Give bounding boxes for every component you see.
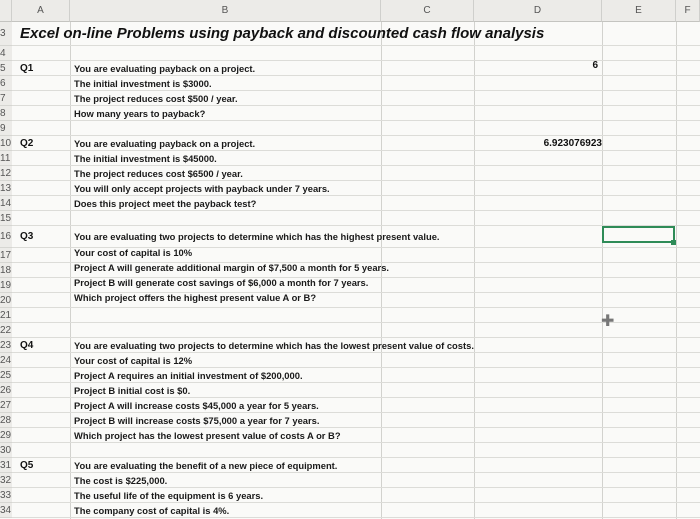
row-header[interactable]: 25	[0, 370, 12, 381]
q5-line-2: The cost is $225,000.	[74, 475, 168, 486]
row-header[interactable]: 6	[0, 76, 12, 91]
row-header[interactable]: 28	[0, 415, 12, 426]
q4-line-7: Which project has the lowest present value of costs A or B?	[74, 430, 341, 441]
row-header[interactable]: 11	[0, 153, 11, 164]
row-header[interactable]: 8	[0, 106, 12, 121]
q2-label: Q2	[20, 138, 34, 149]
row-header[interactable]: 34	[0, 505, 12, 516]
table-row	[12, 121, 700, 136]
q4-line-5: Project A will increase costs $45,000 a year for 5 years.	[74, 400, 319, 411]
row-header[interactable]: 4	[0, 46, 12, 61]
row-header[interactable]: 9	[0, 121, 12, 136]
q2-line-1: You are evaluating payback on a project.	[74, 138, 256, 149]
q1-answer-cell[interactable]: 6	[592, 60, 598, 71]
table-row	[12, 443, 700, 458]
row-header[interactable]: 5	[0, 61, 12, 76]
row-header[interactable]: 31	[0, 460, 12, 471]
q4-line-1: You are evaluating two projects to determine which has the lowest present value of costs.	[74, 340, 474, 351]
q5-line-1: You are evaluating the benefit of a new piece of equipment.	[74, 460, 338, 471]
q1-line-4: How many years to payback?	[74, 108, 206, 119]
row-header[interactable]: 27	[0, 400, 12, 411]
row-header[interactable]: 15	[0, 213, 12, 224]
row-header[interactable]: 30	[0, 445, 12, 456]
row-header[interactable]: 7	[0, 91, 12, 106]
row-header[interactable]: 10	[0, 138, 12, 149]
q1-line-2: The initial investment is $3000.	[74, 78, 212, 89]
q2-line-2: The initial investment is $45000.	[74, 153, 217, 164]
q4-label: Q4	[20, 340, 34, 351]
q2-line-3: The project reduces cost $6500 / year.	[74, 168, 243, 179]
q3-label: Q3	[20, 231, 34, 242]
q4-line-2: Your cost of capital is 12%	[74, 355, 193, 366]
q4-line-4: Project B initial cost is $0.	[74, 385, 191, 396]
row-header[interactable]: 16	[0, 226, 12, 248]
q4-line-3: Project A requires an initial investment of $200,000.	[74, 370, 303, 381]
row-header[interactable]: 23	[0, 340, 12, 351]
row-header[interactable]: 32	[0, 475, 12, 486]
row-header[interactable]: 17	[0, 250, 12, 261]
column-header-a[interactable]: A	[12, 0, 70, 22]
row-header[interactable]: 20	[0, 295, 12, 306]
row-header[interactable]: 29	[0, 430, 12, 441]
q5-label: Q5	[20, 460, 34, 471]
q3-line-1: You are evaluating two projects to determine which has the highest present value.	[74, 231, 440, 242]
column-header-b[interactable]: B	[70, 0, 381, 22]
q3-line-2: Your cost of capital is 10%	[74, 247, 193, 258]
q5-line-4: The company cost of capital is 4%.	[74, 505, 230, 516]
table-row	[12, 308, 700, 323]
selected-cell[interactable]	[602, 226, 675, 243]
q3-line-4: Project B will generate cost savings of $6,000 a month for 7 years.	[74, 277, 369, 288]
q2-line-5: Does this project meet the payback test?	[74, 198, 257, 209]
row-header[interactable]: 12	[0, 168, 12, 179]
cell-cursor-icon: ✚	[601, 313, 615, 330]
row-header[interactable]: 19	[0, 280, 12, 291]
column-header-c[interactable]: C	[381, 0, 474, 22]
column-header-d[interactable]: D	[474, 0, 602, 22]
table-row	[12, 211, 700, 226]
q5-line-3: The useful life of the equipment is 6 years.	[74, 490, 264, 501]
q1-label: Q1	[20, 63, 34, 74]
row-header[interactable]: 22	[0, 325, 12, 336]
column-header-e[interactable]: E	[602, 0, 676, 22]
sheet-title: Excel on-line Problems using payback and discounted cash flow analysis	[20, 25, 545, 42]
q1-line-1: You are evaluating payback on a project.	[74, 63, 256, 74]
column-header-f[interactable]: F	[676, 0, 700, 22]
row-header[interactable]: 21	[0, 310, 12, 321]
row-header[interactable]: 3	[0, 22, 12, 46]
q2-answer-cell[interactable]: 6.923076923	[543, 138, 602, 149]
row-header[interactable]: 18	[0, 265, 12, 276]
q2-line-4: You will only accept projects with payback under 7 years.	[74, 183, 330, 194]
row-header[interactable]: 26	[0, 385, 12, 396]
row-header[interactable]: 13	[0, 183, 12, 194]
q3-line-5: Which project offers the highest present value A or B?	[74, 292, 317, 303]
q3-line-3: Project A will generate additional margin of $7,500 a month for 5 years.	[74, 262, 390, 273]
row-header[interactable]: 14	[0, 198, 12, 209]
table-row	[12, 323, 700, 338]
q1-line-3: The project reduces cost $500 / year.	[74, 93, 238, 104]
row-header[interactable]: 24	[0, 355, 12, 366]
fill-handle[interactable]	[671, 240, 676, 245]
select-all-corner[interactable]	[0, 0, 12, 22]
row-header[interactable]: 33	[0, 490, 12, 501]
q4-line-6: Project B will increase costs $75,000 a year for 7 years.	[74, 415, 320, 426]
